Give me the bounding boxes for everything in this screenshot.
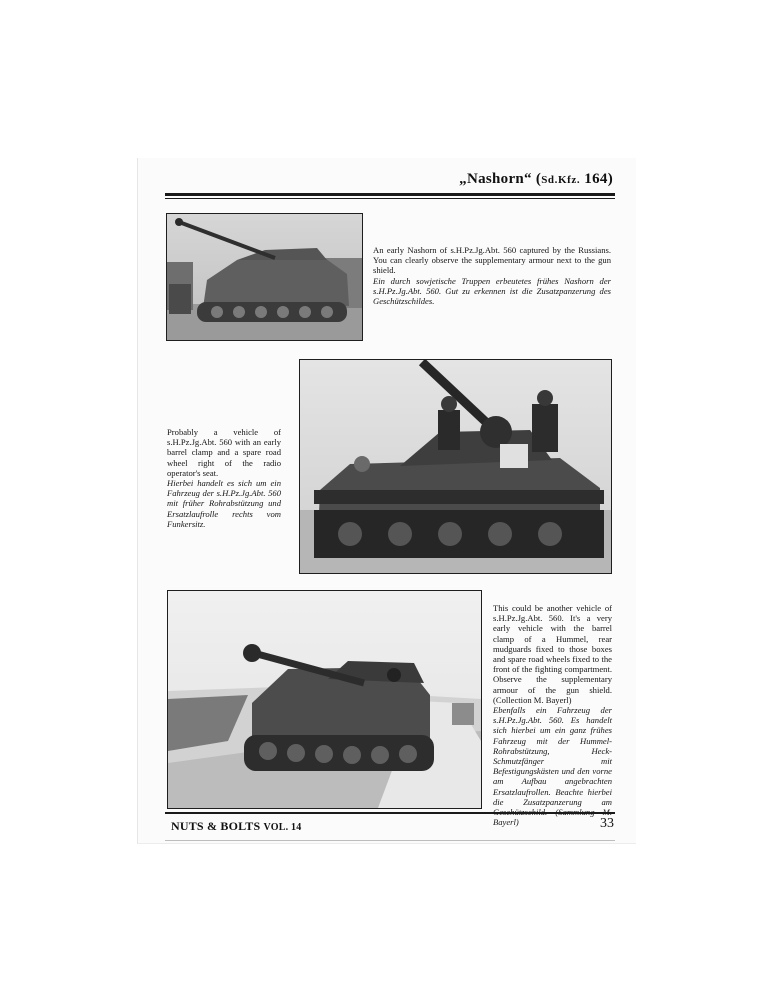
caption-photo-1-de: Ein durch sowjetische Truppen erbeutetes frühes Nashorn der s.H.Pz.Jg.Abt. 560. Gut zu erkennen ist die Zusatzpanzerung des Geschützschildes.	[373, 275, 611, 307]
caption-photo-3	[493, 603, 612, 827]
header-rule-thin	[165, 198, 615, 199]
caption-photo-2	[167, 427, 281, 529]
caption-photo-2-de: Hierbei handelt es sich um ein Fahrzeug der s.H.Pz.Jg.Abt. 560 mit früher Rohrabstützung und Ersatzlaufrolle rechts vom Funkersitz.	[167, 478, 281, 529]
photo-nashorn-with-crew	[299, 359, 612, 574]
caption-photo-1	[373, 245, 611, 306]
photo-early-nashorn-winter	[167, 590, 482, 809]
header-rule-thick	[165, 193, 615, 196]
footer-rule-bottom	[165, 840, 615, 841]
photo-captured-nashorn	[166, 213, 363, 341]
caption-photo-3-de: Ebenfalls ein Fahrzeug der s.H.Pz.Jg.Abt. 560. Es handelt sich hierbei um ein ganz frühes Fahrzeug mit der Hummel-Rohrabstützung, Heck-Schmutzfänger mit Befestigungskästen und den vorne am Aufbau angebrachten Ersatzlaufrollen. Beachte hierbei die Zusatzpanzerung am Bayerl)	[493, 705, 612, 828]
page-title: „Nashorn“ (Sd.Kfz. 164)	[459, 171, 613, 187]
footer-rule	[165, 812, 615, 814]
page-number: 33	[600, 816, 614, 831]
caption-photo-2-en: Probably a vehicle of s.H.Pz.Jg.Abt. 560 with an early barrel clamp and a spare road wheel right of the radio operator's seat.	[167, 427, 281, 478]
caption-photo-1-en: An early Nashorn of s.H.Pz.Jg.Abt. 560 captured by the Russians. You can clearly observe the supplementary armour next to the gun shield.	[373, 245, 611, 276]
footer-series-title: NUTS & BOLTS VOL. 14	[171, 819, 302, 833]
caption-photo-3-en: This could be another vehicle of s.H.Pz.Jg.Abt. 560. It's a very early vehicle with the barrel clamp of a Hummel, rear mudguards fixed to those boxes and spare road wheels fixed to the front of the fighting compartment. Observe the supplementary armour of the gun shield. (Collection M. Bayerl)	[493, 603, 612, 705]
